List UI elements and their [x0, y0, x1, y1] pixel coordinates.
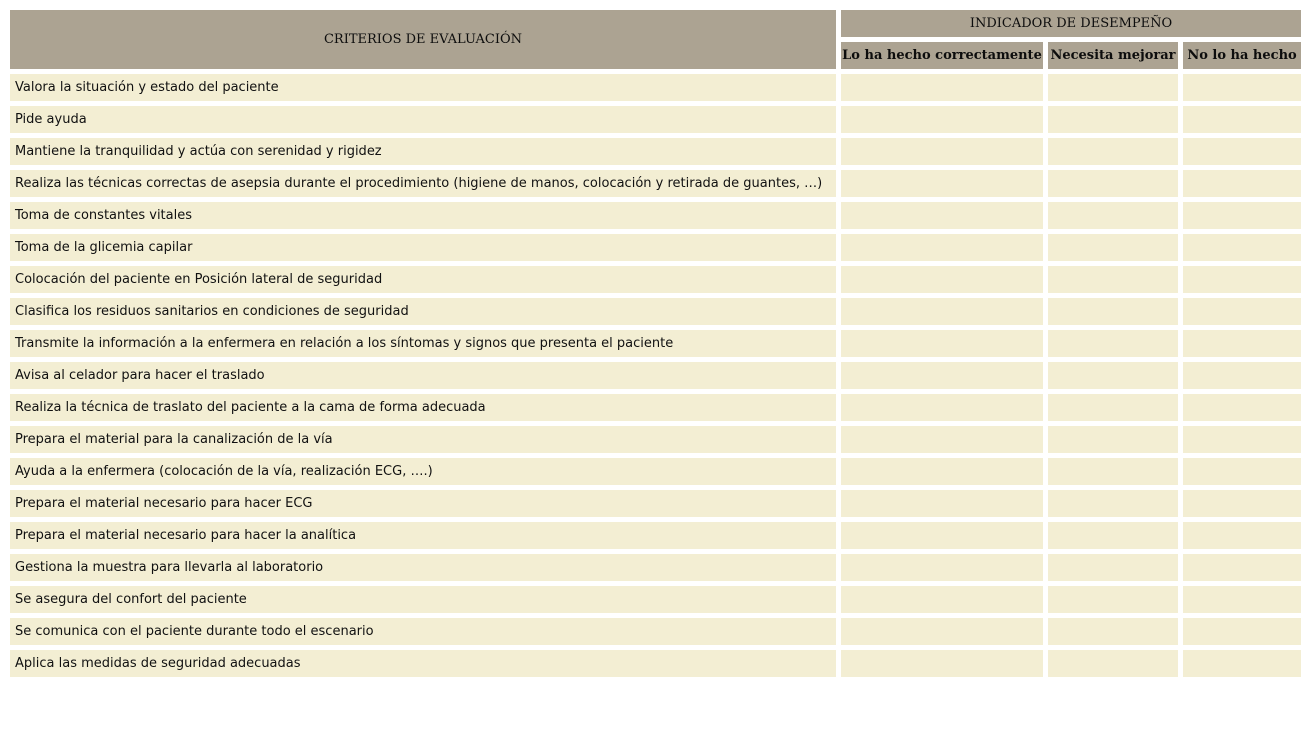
rating-cell-correct[interactable] — [841, 234, 1043, 261]
table-row — [10, 650, 1301, 677]
rating-cell-correct[interactable] — [841, 650, 1043, 677]
rating-cell-not-done[interactable] — [1183, 138, 1301, 165]
rating-cell-correct[interactable] — [841, 426, 1043, 453]
table-row — [10, 586, 1301, 613]
criterion-label: Toma de la glicemia capilar — [10, 234, 836, 261]
criterion-label: Avisa al celador para hacer el traslado — [10, 362, 836, 389]
level-header-improve: Necesita mejorar — [1048, 42, 1178, 69]
table-row — [10, 170, 1301, 197]
criterion-label: Clasifica los residuos sanitarios en condiciones de seguridad — [10, 298, 836, 325]
rating-cell-not-done[interactable] — [1183, 426, 1301, 453]
rating-cell-correct[interactable] — [841, 586, 1043, 613]
table-row — [10, 138, 1301, 165]
criterion-label: Se comunica con el paciente durante todo el escenario — [10, 618, 836, 645]
rating-cell-correct[interactable] — [841, 330, 1043, 357]
table-row — [10, 330, 1301, 357]
criterion-label: Valora la situación y estado del paciente — [10, 74, 836, 101]
rating-cell-correct[interactable] — [841, 74, 1043, 101]
criterion-label: Transmite la información a la enfermera en relación a los síntomas y signos que presenta el paciente — [10, 330, 836, 357]
table-row — [10, 362, 1301, 389]
rating-cell-not-done[interactable] — [1183, 106, 1301, 133]
rating-cell-improve[interactable] — [1048, 650, 1178, 677]
table-row — [10, 74, 1301, 101]
table-row — [10, 426, 1301, 453]
criterion-label: Toma de constantes vitales — [10, 202, 836, 229]
rating-cell-not-done[interactable] — [1183, 202, 1301, 229]
rating-cell-correct[interactable] — [841, 490, 1043, 517]
criterion-label: Pide ayuda — [10, 106, 836, 133]
rating-cell-improve[interactable] — [1048, 298, 1178, 325]
rating-cell-improve[interactable] — [1048, 234, 1178, 261]
table-row — [10, 266, 1301, 293]
table-row — [10, 458, 1301, 485]
level-header-correct: Lo ha hecho correctamente — [841, 42, 1043, 69]
rating-cell-correct[interactable] — [841, 458, 1043, 485]
rating-cell-not-done[interactable] — [1183, 74, 1301, 101]
table-row — [10, 394, 1301, 421]
rating-cell-improve[interactable] — [1048, 362, 1178, 389]
rating-cell-not-done[interactable] — [1183, 618, 1301, 645]
rating-cell-improve[interactable] — [1048, 618, 1178, 645]
rating-cell-improve[interactable] — [1048, 106, 1178, 133]
criterion-label: Aplica las medidas de seguridad adecuadas — [10, 650, 836, 677]
indicator-header: INDICADOR DE DESEMPEÑO — [841, 10, 1301, 37]
rating-cell-not-done[interactable] — [1183, 458, 1301, 485]
criterion-label: Realiza la técnica de traslato del paciente a la cama de forma adecuada — [10, 394, 836, 421]
table-row — [10, 202, 1301, 229]
rating-cell-not-done[interactable] — [1183, 234, 1301, 261]
rating-cell-correct[interactable] — [841, 138, 1043, 165]
rubric-body — [10, 74, 1301, 677]
rating-cell-not-done[interactable] — [1183, 362, 1301, 389]
criterion-label: Realiza las técnicas correctas de asepsia durante el procedimiento (higiene de manos, colocación y retirada de guantes, …) — [10, 170, 836, 197]
table-row — [10, 234, 1301, 261]
rating-cell-correct[interactable] — [841, 554, 1043, 581]
rating-cell-improve[interactable] — [1048, 394, 1178, 421]
rating-cell-correct[interactable] — [841, 522, 1043, 549]
rating-cell-not-done[interactable] — [1183, 266, 1301, 293]
rating-cell-improve[interactable] — [1048, 586, 1178, 613]
table-row — [10, 618, 1301, 645]
table-row — [10, 490, 1301, 517]
criterion-label: Se asegura del confort del paciente — [10, 586, 836, 613]
evaluation-rubric-table — [5, 5, 1304, 682]
table-row — [10, 106, 1301, 133]
rating-cell-not-done[interactable] — [1183, 554, 1301, 581]
rating-cell-correct[interactable] — [841, 362, 1043, 389]
rating-cell-correct[interactable] — [841, 170, 1043, 197]
rating-cell-improve[interactable] — [1048, 330, 1178, 357]
rating-cell-not-done[interactable] — [1183, 650, 1301, 677]
rating-cell-not-done[interactable] — [1183, 586, 1301, 613]
rating-cell-correct[interactable] — [841, 266, 1043, 293]
rating-cell-improve[interactable] — [1048, 554, 1178, 581]
criterion-label: Ayuda a la enfermera (colocación de la vía, realización ECG, ….) — [10, 458, 836, 485]
rating-cell-improve[interactable] — [1048, 490, 1178, 517]
rating-cell-improve[interactable] — [1048, 202, 1178, 229]
rating-cell-not-done[interactable] — [1183, 298, 1301, 325]
criterion-label: Prepara el material necesario para hacer ECG — [10, 490, 836, 517]
rating-cell-improve[interactable] — [1048, 458, 1178, 485]
criterion-label: Colocación del paciente en Posición lateral de seguridad — [10, 266, 836, 293]
rating-cell-not-done[interactable] — [1183, 330, 1301, 357]
rating-cell-correct[interactable] — [841, 202, 1043, 229]
rating-cell-improve[interactable] — [1048, 74, 1178, 101]
criterion-label: Prepara el material necesario para hacer la analítica — [10, 522, 836, 549]
rating-cell-not-done[interactable] — [1183, 394, 1301, 421]
rating-cell-correct[interactable] — [841, 106, 1043, 133]
rating-cell-improve[interactable] — [1048, 266, 1178, 293]
rating-cell-improve[interactable] — [1048, 522, 1178, 549]
table-row — [10, 298, 1301, 325]
criteria-header: CRITERIOS DE EVALUACIÓN — [10, 10, 836, 69]
level-header-not-done: No lo ha hecho — [1183, 42, 1301, 69]
rating-cell-correct[interactable] — [841, 298, 1043, 325]
table-row — [10, 522, 1301, 549]
rating-cell-improve[interactable] — [1048, 138, 1178, 165]
rating-cell-improve[interactable] — [1048, 426, 1178, 453]
criterion-label: Prepara el material para la canalización de la vía — [10, 426, 836, 453]
header-row-1 — [10, 10, 1301, 37]
rating-cell-not-done[interactable] — [1183, 490, 1301, 517]
criterion-label: Mantiene la tranquilidad y actúa con serenidad y rigidez — [10, 138, 836, 165]
rating-cell-improve[interactable] — [1048, 170, 1178, 197]
rating-cell-not-done[interactable] — [1183, 522, 1301, 549]
rating-cell-not-done[interactable] — [1183, 170, 1301, 197]
table-row — [10, 554, 1301, 581]
rating-cell-correct[interactable] — [841, 618, 1043, 645]
rating-cell-correct[interactable] — [841, 394, 1043, 421]
criterion-label: Gestiona la muestra para llevarla al laboratorio — [10, 554, 836, 581]
